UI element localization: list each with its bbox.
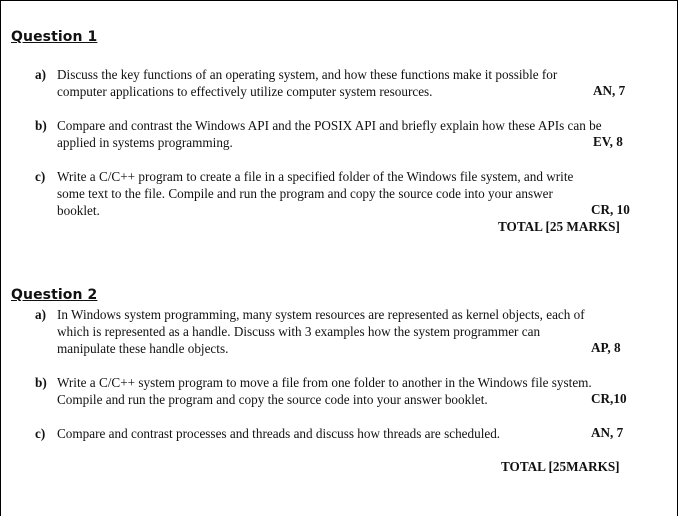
part-label: b) <box>35 118 47 133</box>
part-text-line: Compare and contrast the Windows API and the POSIX API and briefly explain how these APIs can be <box>57 118 602 133</box>
question-2-part-c-marks: AN, 7 <box>591 425 624 440</box>
question-1-heading: Question 1 <box>11 29 98 45</box>
question-1-part-a-marks: AN, 7 <box>593 83 626 98</box>
part-text-line: Discuss the key functions of an operating system, and how these functions make it possible for <box>57 67 558 82</box>
part-text-line: manipulate these handle objects. <box>57 341 229 356</box>
part-label: c) <box>35 169 46 184</box>
part-text-line: Compare and contrast processes and threads and discuss how threads are scheduled. <box>57 426 501 441</box>
part-text-line: some text to the file. Compile and run the program and copy the source code into your answer <box>57 186 553 201</box>
part-label: c) <box>35 426 46 441</box>
question-2-part-b-marks: CR,10 <box>591 391 627 406</box>
part-text-line: Write a C/C++ system program to move a file from one folder to another in the Windows file system. <box>57 375 592 390</box>
part-label: b) <box>35 375 47 390</box>
question-2-part-a-marks: AP, 8 <box>591 340 621 355</box>
question-1-part-b-marks: EV, 8 <box>593 134 623 149</box>
part-label: a) <box>35 67 46 82</box>
part-text-line: applied in systems programming. <box>57 135 233 150</box>
part-label: a) <box>35 307 46 322</box>
part-text-line: which is represented as a handle. Discuss with 3 examples how the system programmer can <box>57 324 541 339</box>
part-text-line: In Windows system programming, many system resources are represented as kernel objects, each of <box>57 307 585 322</box>
part-text-line: computer applications to effectively utilize computer system resources. <box>57 84 433 99</box>
question-1-part-c-marks: CR, 10 <box>591 202 630 217</box>
part-text-line: Compile and run the program and copy the source code into your answer booklet. <box>57 392 488 407</box>
part-text-line: Write a C/C++ program to create a file in a specified folder of the Windows file system, and write <box>57 169 574 184</box>
question-1-total: TOTAL [25 MARKS] <box>498 219 620 234</box>
part-text-line: booklet. <box>57 203 100 218</box>
question-2-total: TOTAL [25MARKS] <box>501 459 620 474</box>
question-2-heading: Question 2 <box>11 287 98 303</box>
